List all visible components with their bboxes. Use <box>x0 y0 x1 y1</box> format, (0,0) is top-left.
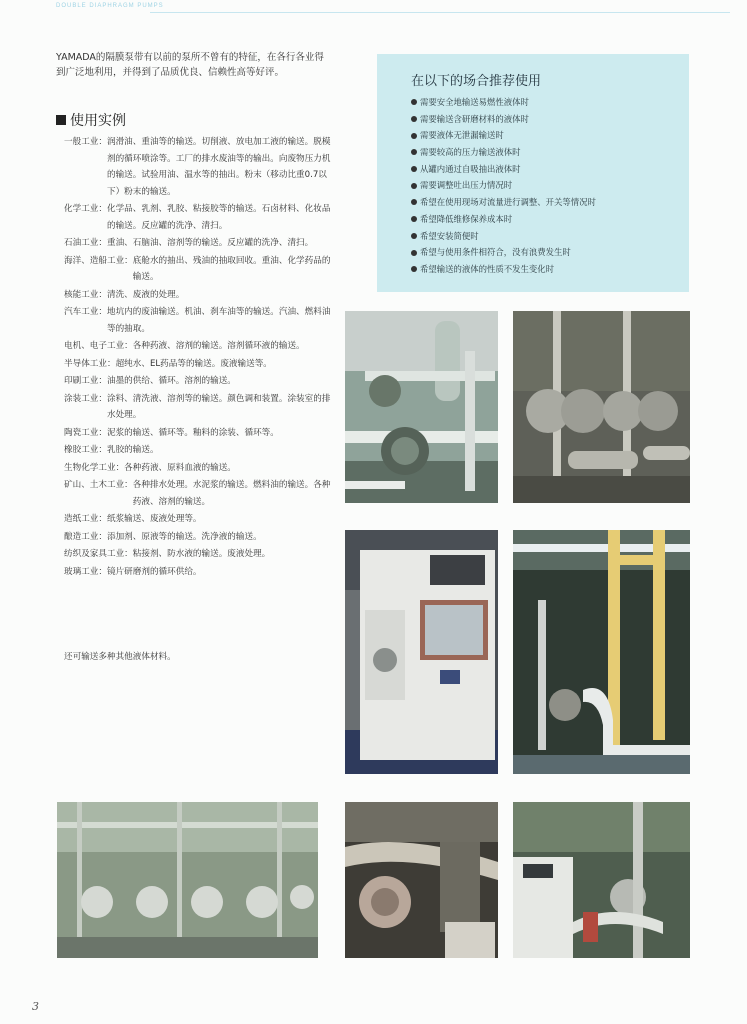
recommendation-text: 希望在使用现场对流量进行调整、开关等情况时 <box>420 197 596 208</box>
recommendation-text: 需要输送含研磨材料的液体时 <box>420 113 529 124</box>
usage-item <box>64 253 334 286</box>
usage-description: 乳胶的输送。 <box>106 445 159 455</box>
usage-item <box>64 201 334 234</box>
usage-item <box>64 391 334 424</box>
recommendation-text: 需要调整吐出压力情况时 <box>420 180 513 191</box>
recommendation-item <box>411 111 596 128</box>
recommendation-text: 希望安装简便时 <box>420 230 479 241</box>
usage-description: 清洗、废液的处理。 <box>106 289 185 300</box>
usage-item <box>64 235 334 252</box>
recommendation-item <box>411 127 596 144</box>
usage-industry-label: 陶瓷工业： <box>64 427 107 438</box>
recommendation-box <box>377 54 689 292</box>
usage-industry-label: 涂装工业： <box>64 393 107 404</box>
usage-item <box>64 460 334 477</box>
usage-industry-label: 酿造工业： <box>64 531 107 542</box>
intro-paragraph: YAMADA的隔膜泵带有以前的泵所不曾有的特征，在各行各业得到广泛地利用，并得到了品质优良、信赖性高等好评。 <box>56 52 324 78</box>
usage-item <box>64 546 334 563</box>
usage-industry-label: 电机、电子工业： <box>64 341 133 351</box>
usage-list <box>64 134 334 581</box>
usage-description: 泥浆的输送、循环等。釉料的涂装、循环等。 <box>106 427 279 438</box>
recommendation-text: 需要安全地输送易燃性液体时 <box>420 97 529 107</box>
usage-description: 油墨的供给、循环。溶剂的输送。 <box>106 376 236 386</box>
usage-industry-label: 造纸工业： <box>64 514 107 524</box>
recommendation-item <box>411 244 596 261</box>
usage-industry-label: 核能工业： <box>64 289 107 300</box>
bullet-dot-icon <box>411 133 417 139</box>
usage-item <box>64 304 334 337</box>
usage-description: 镜片研磨剂的循环供给。 <box>106 566 202 577</box>
usage-description: 重油、石脑油、溶剂等的输送。反应罐的洗净、清扫。 <box>106 238 314 248</box>
photo-pump-control-panel <box>513 802 690 958</box>
bullet-dot-icon <box>411 250 417 256</box>
recommendation-item <box>411 144 596 161</box>
section-heading <box>56 110 126 130</box>
recommendation-item <box>411 228 596 245</box>
usage-industry-label: 纺织及家具工业： <box>64 549 133 559</box>
usage-item <box>64 442 334 459</box>
usage-industry-label: 海洋、造船工业： <box>64 255 133 266</box>
bullet-dot-icon <box>411 233 417 239</box>
usage-description: 添加剂、原液等的输送。洗净液的输送。 <box>106 531 262 542</box>
recommendation-text: 希望输送的液体的性质不发生变化时 <box>420 263 554 274</box>
recommendation-item <box>411 177 596 194</box>
recommendation-item <box>411 194 596 211</box>
recommendation-text: 需要较高的压力输送液体时 <box>420 147 521 158</box>
recommendation-title: 在以下的场合推荐使用 <box>411 74 542 89</box>
square-bullet-icon <box>56 115 66 125</box>
recommendation-text: 希望降低维修保养成本时 <box>420 213 513 224</box>
usage-industry-label: 化学工业： <box>64 204 107 214</box>
photo-pump-hose <box>345 802 498 958</box>
usage-item <box>64 477 334 510</box>
usage-description: 涂料、清洗液、溶剂等的输送。颜色调和装置。涂装室的排水处理。 <box>106 393 331 420</box>
recommendation-list <box>411 94 596 278</box>
photo-pump-yellow-frame <box>513 530 690 774</box>
recommendation-text: 从罐内通过自吸抽出液体时 <box>420 163 521 174</box>
usage-industry-label: 玻璃工业： <box>64 566 107 577</box>
recommendation-item <box>411 161 596 178</box>
bullet-dot-icon <box>411 99 417 105</box>
recommendation-text: 需要液体无泄漏输送时 <box>420 130 504 141</box>
usage-industry-label: 石油工业： <box>64 238 107 248</box>
usage-description: 各种药液、溶剂的输送。溶剂循环液的输送。 <box>132 341 305 351</box>
recommendation-text: 希望与使用条件相符合，没有浪费发生时 <box>420 247 571 258</box>
recommendation-item <box>411 94 596 111</box>
header-label: DOUBLE DIAPHRAGM PUMPS <box>56 3 164 9</box>
usage-description: 各种排水处理。水泥浆的输送。燃料油的输送。各种药液、溶剂的输送。 <box>132 480 331 507</box>
usage-description: 各种药液、原料血液的输送。 <box>124 462 236 473</box>
usage-description: 润滑油、重油等的输送。切削液、放电加工液的输送。脱模剂的循环喷涂等。工厂的排水废油等的输出。向废物压力机的输送。试验用油、温水等的抽出。粉末（移动比重0.7以下）粉末的输送。 <box>106 137 331 197</box>
page-number: 3 <box>32 1000 39 1013</box>
bullet-dot-icon <box>411 166 417 172</box>
page-header <box>0 0 747 20</box>
usage-item <box>64 564 334 581</box>
usage-description: 化学品、乳剂、乳胶、粘接胶等的输送。石卤材料、化妆品的输送。反应罐的洗净、清扫。 <box>106 204 331 231</box>
bullet-dot-icon <box>411 216 417 222</box>
photo-cabinet-unit <box>345 530 498 774</box>
usage-industry-label: 印刷工业： <box>64 376 107 386</box>
usage-item <box>64 511 334 528</box>
usage-item <box>64 338 334 355</box>
bullet-dot-icon <box>411 199 417 205</box>
bullet-dot-icon <box>411 116 417 122</box>
recommendation-item <box>411 211 596 228</box>
usage-industry-label: 矿山、土木工业： <box>64 480 133 490</box>
usage-item <box>64 356 334 373</box>
recommendation-item <box>411 261 596 278</box>
header-rule <box>150 12 730 13</box>
usage-item <box>64 529 334 546</box>
closing-note: 还可输送多种其他液体材料。 <box>64 652 176 662</box>
usage-description: 粘接剂、防水液的输送。废液处理。 <box>132 549 271 559</box>
photo-pump-piping <box>345 311 498 503</box>
usage-industry-label: 一般工业： <box>64 137 107 147</box>
bullet-dot-icon <box>411 183 417 189</box>
usage-industry-label: 橡胶工业： <box>64 445 107 455</box>
usage-description: 底舱水的抽出、残油的抽取回收。重油、化学药品的输送。 <box>132 255 331 282</box>
usage-description: 超纯水、EL药品等的输送。废液输送等。 <box>115 358 272 369</box>
usage-industry-label: 汽车工业： <box>64 307 107 317</box>
usage-item <box>64 134 334 200</box>
usage-industry-label: 生物化学工业： <box>64 462 125 473</box>
bullet-dot-icon <box>411 149 417 155</box>
usage-description: 地坑内的废油输送。机油、刹车油等的输送。汽油、燃料油等的抽取。 <box>106 307 331 334</box>
photo-pump-row <box>57 802 318 958</box>
usage-item <box>64 287 334 304</box>
bullet-dot-icon <box>411 266 417 272</box>
usage-item <box>64 373 334 390</box>
usage-industry-label: 半导体工业： <box>64 358 116 369</box>
section-title: 使用实例 <box>70 113 126 129</box>
usage-item <box>64 425 334 442</box>
usage-description: 纸浆输送、废液处理等。 <box>106 514 202 524</box>
photo-twin-pumps <box>513 311 690 503</box>
